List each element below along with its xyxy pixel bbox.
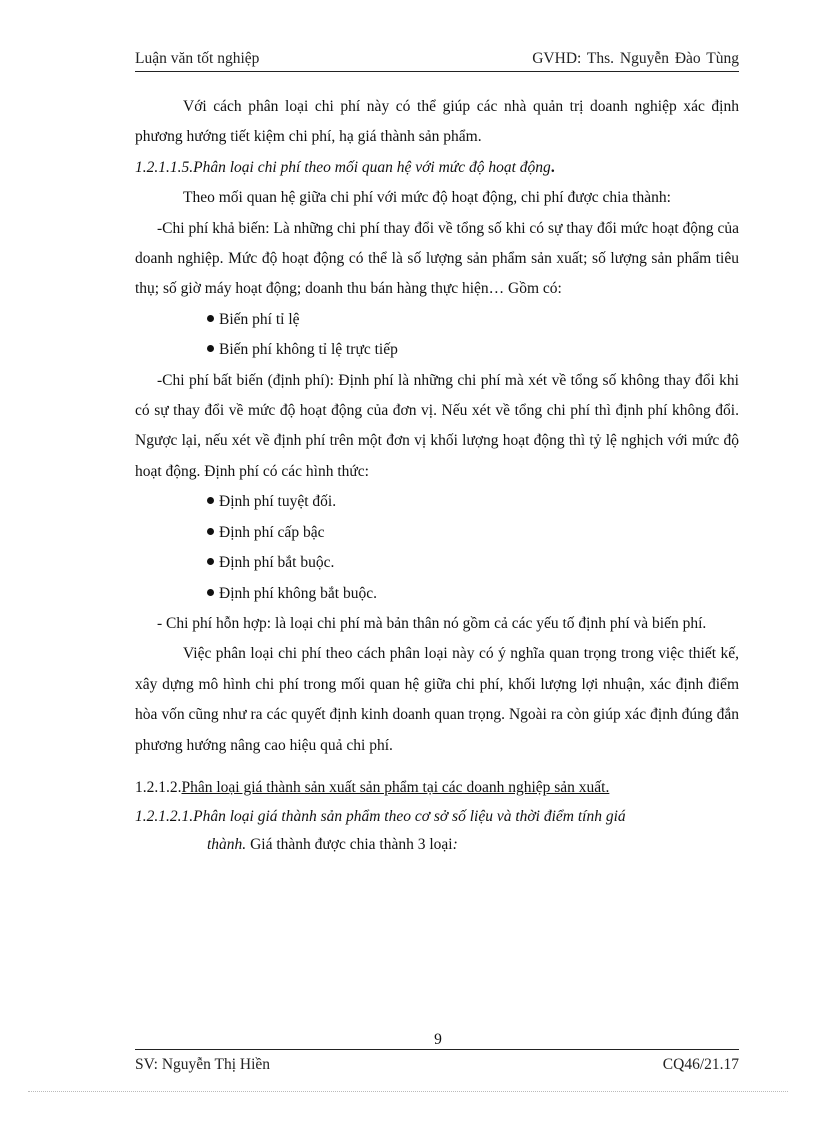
list-item	[207, 487, 739, 517]
list-item	[207, 579, 739, 609]
header-supervisor: GVHD: Ths. Nguyễn Đào Tùng	[532, 50, 739, 67]
list-item	[207, 335, 739, 365]
document-body	[135, 92, 739, 860]
paragraph-intro: Với cách phân loại chi phí này có thể giúp các nhà quản trị doanh nghiệp xác định phương hướng tiết kiệm chi phí, hạ giá thành sản phẩm.	[135, 98, 739, 146]
fixed-cost-list	[135, 487, 739, 609]
list-item-text: Biến phí tỉ lệ	[219, 310, 300, 328]
page-header	[135, 47, 739, 72]
page-number: 9	[434, 1031, 442, 1048]
paragraph-mixed-cost: - Chi phí hỗn hợp: là loại chi phí mà bản thân nó gồm cả các yếu tố định phí và biến phí.	[157, 614, 707, 632]
footer-student: SV: Nguyễn Thị Hiền	[135, 1056, 271, 1073]
bullet-icon	[207, 497, 214, 504]
heading-1-2-1-2	[135, 773, 739, 803]
bullet-icon	[207, 345, 214, 352]
paragraph-fixed-cost: -Chi phí bất biến (định phí): Định phí là những chi phí mà xét về tổng số không thay đổi khi có sự thay đổi về mức độ hoạt động của đơn vị. Nếu xét về tổng chi phí thì định phí không đổi. Ngược lại, nếu xét về định phí trên một đơn vị khối lượng hoạt động thì tỷ lệ nghịch với mức độ hoạt động. Định phí có các hình thức:	[135, 371, 739, 480]
bullet-icon	[207, 315, 214, 322]
list-item-text: Định phí không bắt buộc.	[219, 584, 377, 602]
heading-1-2-1-1-5	[135, 153, 739, 183]
list-item-text: Biến phí không tỉ lệ trực tiếp	[219, 341, 398, 359]
heading-text: Phân loại giá thành sản xuất sản phẩm tại các doanh nghiệp sản xuất.	[181, 778, 610, 796]
heading-1-2-1-2-1	[135, 803, 739, 830]
page-footer	[135, 1049, 739, 1074]
header-thesis-title: Luận văn tốt nghiệp	[135, 50, 260, 67]
heading-text: 1.2.1.2.1.Phân loại giá thành sản phẩm theo cơ sở số liệu và thời điểm tính giá	[135, 808, 626, 826]
page-edge-divider	[28, 1091, 788, 1092]
heading-continuation-italic: thành.	[207, 836, 247, 854]
heading-number: 1.2.1.2.	[135, 778, 182, 796]
list-item	[207, 518, 739, 548]
variable-cost-list	[135, 305, 739, 366]
list-item	[207, 548, 739, 578]
paragraph-significance: Việc phân loại chi phí theo cách phân loại này có ý nghĩa quan trọng trong việc thiết kế, xây dựng mô hình chi phí trong mối quan hệ giữa chi phí, khối lượng lợi nhuận, xác định điểm hòa vốn cũng như ra các quyết định kinh doanh quan trọng. Ngoài ra còn giúp xác định đúng đắn phương hướng nâng cao hiệu quả chi phí.	[135, 645, 739, 754]
bullet-icon	[207, 589, 214, 596]
heading-period: .	[550, 158, 555, 176]
list-item-text: Định phí bắt buộc.	[219, 554, 335, 572]
bullet-icon	[207, 558, 214, 565]
paragraph-variable-cost: -Chi phí khả biến: Là những chi phí thay đổi về tổng số khi có sự thay đổi mức hoạt động của doanh nghiệp. Mức độ hoạt động có thể là số lượng sản phẩm sản xuất; số lượng sản phẩm tiêu thụ; số giờ máy hoạt động; doanh thu bán hàng thực hiện… Gồm có:	[135, 219, 739, 298]
list-item	[207, 305, 739, 335]
heading-colon: :	[452, 836, 458, 854]
list-item-text: Định phí cấp bậc	[219, 523, 325, 541]
spacer	[135, 761, 739, 773]
heading-text: 1.2.1.1.5.Phân loại chi phí theo mối quan hệ với mức độ hoạt động	[135, 158, 551, 176]
paragraph-classification: Theo mối quan hệ giữa chi phí với mức độ hoạt động, chi phí được chia thành:	[183, 189, 671, 207]
bullet-icon	[207, 528, 214, 535]
heading-continuation-text: Giá thành được chia thành 3 loại	[246, 836, 453, 854]
heading-continuation	[135, 830, 739, 860]
list-item-text: Định phí tuyệt đối.	[219, 493, 337, 511]
footer-class-code: CQ46/21.17	[662, 1056, 739, 1073]
